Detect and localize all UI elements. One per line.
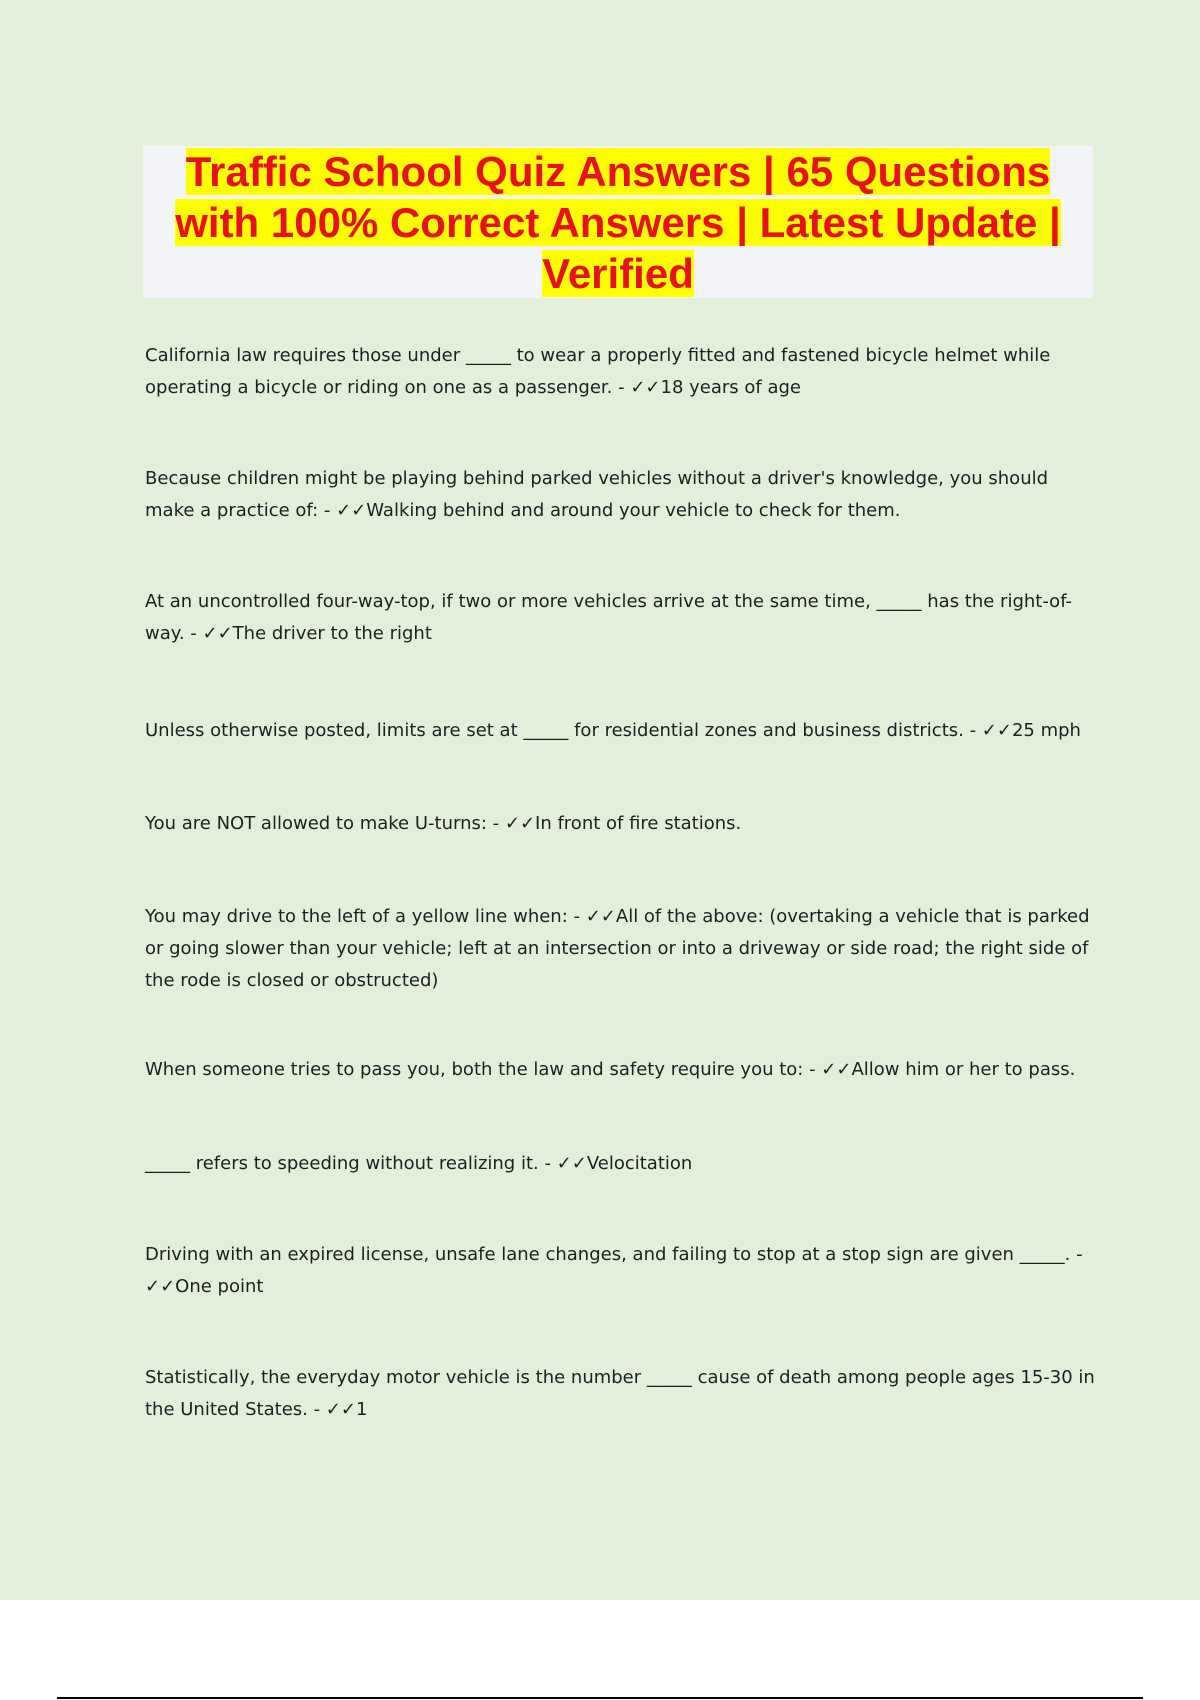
qa-entry-1: California law requires those under _____ to wear a properly fitted and fastened bicycle helmet while operating a bicycle or riding on one as a passenger. - ✓✓18 years of age	[145, 345, 1051, 398]
footer-divider	[57, 1697, 1143, 1699]
qa-entry-6: You may drive to the left of a yellow line when: - ✓✓All of the above: (overtaking a vehicle that is parked or going slower than your vehicle; left at an intersection or into a driveway or side road; the right side of the rode is closed or obstructed)	[145, 906, 1090, 991]
qa-entry-7: When someone tries to pass you, both the law and safety require you to: - ✓✓Allow him or her to pass.	[145, 1059, 1076, 1080]
title-banner	[143, 146, 1093, 298]
qa-entry-3: At an uncontrolled four-way-top, if two or more vehicles arrive at the same time, _____ has the right-of-way. - ✓✓The driver to the right	[145, 591, 1073, 644]
qa-entry-5: You are NOT allowed to make U-turns: - ✓✓In front of fire stations.	[145, 813, 742, 834]
document-title	[143, 146, 1093, 299]
qa-entry-8: _____ refers to speeding without realizing it. - ✓✓Velocitation	[145, 1153, 693, 1174]
qa-entry-10: Statistically, the everyday motor vehicle is the number _____ cause of death among people ages 15-30 in the United States. - ✓✓1	[145, 1367, 1095, 1420]
qa-entry-9: Driving with an expired license, unsafe lane changes, and failing to stop at a stop sign are given _____. - ✓✓One point	[145, 1244, 1083, 1297]
qa-entry-2: Because children might be playing behind parked vehicles without a driver's knowledge, you should make a practice of: - ✓✓Walking behind and around your vehicle to check for them.	[145, 468, 1049, 521]
document-title-highlight: Traffic School Quiz Answers | 65 Questions with 100% Correct Answers | Latest Update | Verified	[175, 148, 1061, 297]
qa-entry-4: Unless otherwise posted, limits are set at _____ for residential zones and business districts. - ✓✓25 mph	[145, 720, 1081, 741]
